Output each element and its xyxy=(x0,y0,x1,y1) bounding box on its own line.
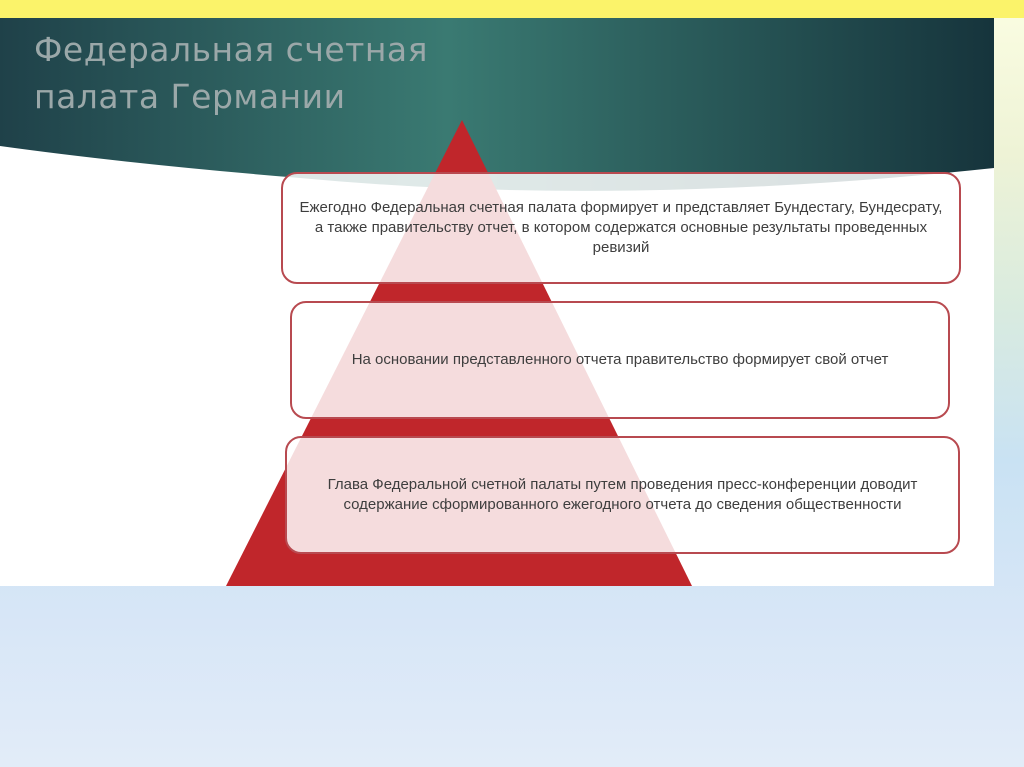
footer-area xyxy=(0,586,1024,767)
slide xyxy=(0,18,994,586)
step-card-3 xyxy=(285,436,960,554)
step-text: Глава Федеральной счетной палаты путем проведения пресс-конференции доводит содержание сформированного ежегодного отчета до сведения общественности xyxy=(327,476,918,513)
step-card-1 xyxy=(281,172,961,284)
step-card-2 xyxy=(290,301,950,419)
top-accent-band xyxy=(0,0,1024,18)
step-text: На основании представленного отчета правительство формирует свой отчет xyxy=(351,351,889,368)
slide-title: Федеральная счетная палата Германии xyxy=(34,30,428,116)
step-text: Ежегодно Федеральная счетная палата формирует и представляет Бундестагу, Бундесрату, а также правительству отчет, в котором содержатся основные результаты проведенных ревизий xyxy=(299,199,943,256)
